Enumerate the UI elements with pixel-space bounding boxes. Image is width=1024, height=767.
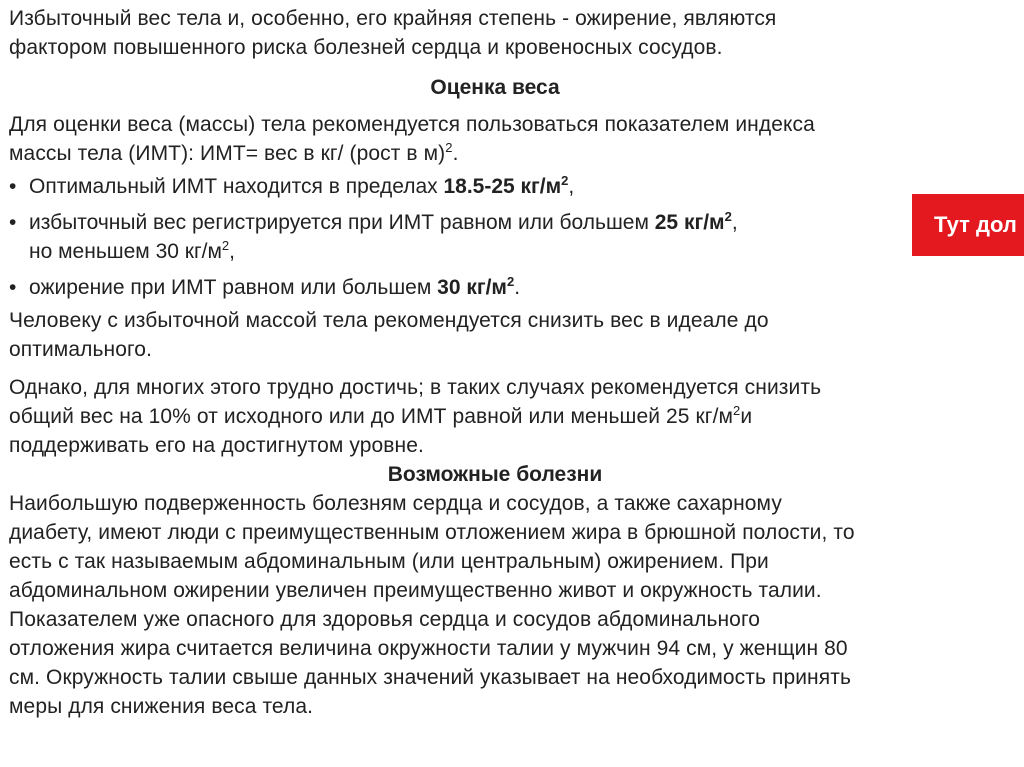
red-side-banner[interactable]: Тут дол <box>912 194 1024 256</box>
diseases-line-6: отложения жира считается величина окружности талии у мужчин 94 см, у женщин 80 <box>9 637 848 660</box>
diseases-line-1: Наибольшую подверженность болезням сердца и сосудов, а также сахарному <box>9 492 782 515</box>
diseases-line-7: см. Окружность талии свыше данных значений указывает на необходимость принять <box>9 666 851 689</box>
alternative-line-3: поддерживать его на достигнутом уровне. <box>9 434 424 457</box>
recommendation-line-2: оптимального. <box>9 338 152 361</box>
bmi-intro-line-1: Для оценки веса (массы) тела рекомендуется пользоваться показателем индекса <box>9 113 815 136</box>
alternative-line-1: Однако, для многих этого трудно достичь; в таких случаях рекомендуется снизить <box>9 376 822 399</box>
diseases-line-2: диабету, имеют люди с преимущественным отложением жира в брюшной полости, то <box>9 521 855 544</box>
intro-line-2: фактором повышенного риска болезней сердца и кровеносных сосудов. <box>9 36 723 59</box>
diseases-line-5: Показателем уже опасного для здоровья сердца и сосудов абдоминального <box>9 608 761 631</box>
intro-line-1: Избыточный вес тела и, особенно, его крайняя степень - ожирение, являются <box>9 7 777 30</box>
section-heading-weight-assessment: Оценка веса <box>430 76 560 99</box>
bullet-icon: • <box>9 211 17 234</box>
diseases-line-3: есть с так называемым абдоминальным (или центральным) ожирением. При <box>9 550 769 573</box>
bullet-icon: • <box>9 175 17 198</box>
diseases-line-8: меры для снижения веса тела. <box>9 695 314 718</box>
bullet-obesity: • ожирение при ИМТ равном или большем 30 $кг/м^2$. <box>9 273 1009 302</box>
bmi-intro-line-2: массы тела (ИМТ): ИМТ= вес в кг/ (рост в м)$^2$. <box>9 140 459 165</box>
slide-content <box>9 4 1009 721</box>
recommendation-line-1: Человеку с избыточной массой тела рекомендуется снизить вес в идеале до <box>9 309 769 332</box>
diseases-line-4: абдоминальном ожирении увеличен преимущественно живот и окружность талии. <box>9 579 822 602</box>
section-heading-possible-diseases: Возможные болезни <box>387 463 603 486</box>
bullet-overweight: • избыточный вес регистрируется при ИМТ равном или большем 25 $кг/м^2$, но меньшем 30 $кг/м^2$, <box>9 209 738 263</box>
alternative-line-2: общий вес на 10% от исходного или до ИМТ равной или меньшей 25 $кг/м^2и$ <box>9 403 753 428</box>
bullet-icon: • <box>9 276 17 299</box>
bullet-optimal-bmi: • Оптимальный ИМТ находится в пределах 18.5-25 $кг/м^2$, <box>9 172 1009 201</box>
